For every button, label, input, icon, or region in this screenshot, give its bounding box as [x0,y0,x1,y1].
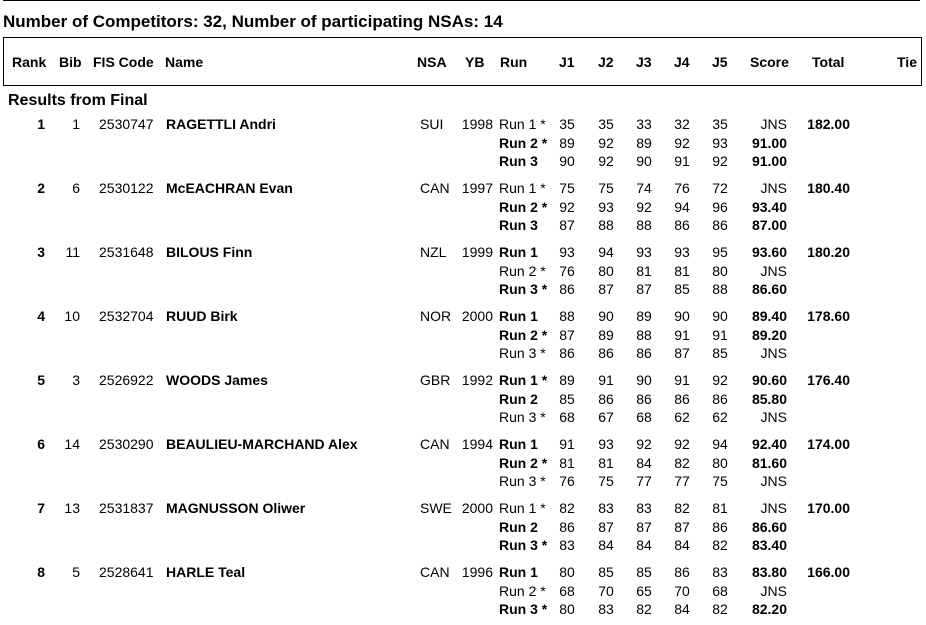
judge-score-j2: 91 [598,372,614,388]
run-score: 90.60 [751,372,787,388]
judge-score-j3: 33 [636,116,652,132]
judge-score-j3: 84 [636,537,652,553]
judge-score-j5: 86 [712,518,728,535]
athlete-name: BILOUS Finn [166,244,253,260]
judge-score-j4: 32 [674,116,690,132]
run-score: JNS [760,262,787,279]
judge-score-j1: 87 [559,217,575,233]
judge-score-j3: 92 [636,436,652,452]
total-cell: 176.40 [807,372,850,388]
run-label: Run 1 * [499,500,546,516]
judge-score-j4: 94 [674,198,690,215]
run-label: Run 1 * [499,372,548,388]
rank-cell: 1 [37,116,45,132]
judge-score-j2: 85 [598,564,614,580]
run-score: 82.20 [751,601,787,617]
judge-score-j5: 82 [712,601,728,617]
table-header [3,37,922,86]
rank-cell: 3 [37,244,45,260]
header-j1: J1 [559,54,575,70]
judge-score-j4: 90 [674,308,690,324]
judge-score-j5: 85 [712,345,728,361]
judge-score-j4: 82 [674,500,690,516]
judge-score-j5: 83 [712,564,728,580]
judge-score-j4: 91 [674,153,690,169]
run-score: JNS [760,473,787,489]
judge-score-j1: 92 [559,198,575,215]
judge-score-j3: 68 [636,409,652,425]
judge-score-j4: 87 [674,518,690,535]
judge-score-j3: 82 [636,601,652,617]
judge-score-j1: 83 [559,537,575,553]
run-score: 86.60 [751,281,787,297]
judge-score-j4: 92 [674,436,690,452]
run-score: 93.40 [751,198,787,215]
run-label: Run 3 [499,153,538,169]
judge-score-j3: 85 [636,564,652,580]
run-label: Run 3 * [499,537,548,553]
header-yb: YB [465,54,485,70]
judge-score-j5: 86 [712,390,728,407]
run-score: 85.80 [751,390,787,407]
run-score: 92.40 [751,436,787,452]
judge-score-j2: 93 [598,436,614,452]
run-label: Run 2 * [499,326,548,343]
run-score: 81.60 [751,454,787,471]
total-cell: 180.40 [807,180,850,196]
header-bib: Bib [59,54,82,70]
bib-cell: 5 [72,564,80,580]
athlete-name: RAGETTLI Andri [166,116,276,132]
judge-score-j4: 70 [674,582,690,599]
fis-code-cell: 2528641 [99,564,154,580]
run-score: 83.40 [751,537,787,553]
year-born-cell: 1997 [461,180,493,196]
fis-code-cell: 2531648 [99,244,154,260]
total-cell: 178.60 [807,308,850,324]
judge-score-j2: 81 [598,454,614,471]
judge-score-j5: 80 [712,454,728,471]
nsa-cell: SWE [420,500,452,516]
judge-score-j3: 86 [636,390,652,407]
run-label: Run 2 [499,518,538,535]
judge-score-j2: 93 [598,198,614,215]
judge-score-j3: 88 [636,217,652,233]
judge-score-j4: 84 [674,537,690,553]
judge-score-j4: 91 [674,326,690,343]
run-label: Run 3 * [499,281,548,297]
run-score: JNS [760,345,787,361]
run-label: Run 3 * [499,409,546,425]
judge-score-j3: 92 [636,198,652,215]
run-label: Run 3 * [499,601,548,617]
run-score: 89.40 [751,308,787,324]
judge-score-j1: 91 [559,436,575,452]
top-frame [3,0,920,1]
judge-score-j2: 83 [598,601,614,617]
header-j5: J5 [712,54,728,70]
header-tie: Tie [897,54,917,70]
header-j4: J4 [674,54,690,70]
total-cell: 170.00 [807,500,850,516]
judge-score-j1: 76 [559,262,575,279]
judge-score-j1: 68 [559,409,575,425]
nsa-cell: CAN [420,180,450,196]
run-label: Run 3 * [499,345,546,361]
judge-score-j3: 90 [636,153,652,169]
year-born-cell: 1992 [461,372,493,388]
judge-score-j4: 91 [674,372,690,388]
judge-score-j2: 88 [598,217,614,233]
judge-score-j5: 80 [712,262,728,279]
rank-cell: 8 [37,564,45,580]
rank-cell: 7 [37,500,45,516]
bib-cell: 3 [72,372,80,388]
nsa-cell: GBR [420,372,451,388]
total-cell: 182.00 [807,116,850,132]
judge-score-j1: 76 [559,473,575,489]
run-label: Run 2 * [499,262,546,279]
header-total: Total [812,54,845,70]
total-cell: 174.00 [807,436,850,452]
judge-score-j4: 84 [674,601,690,617]
judge-score-j1: 88 [559,308,575,324]
bib-cell: 13 [64,500,80,516]
judge-score-j4: 93 [674,244,690,260]
judge-score-j2: 84 [598,537,614,553]
year-born-cell: 1999 [461,244,493,260]
judge-score-j2: 87 [598,281,614,297]
judge-score-j2: 80 [598,262,614,279]
nsa-cell: NZL [420,244,447,260]
fis-code-cell: 2530122 [99,180,154,196]
run-score: JNS [760,409,787,425]
judge-score-j5: 68 [712,582,728,599]
run-score: 83.80 [751,564,787,580]
year-born-cell: 1994 [461,436,493,452]
judge-score-j4: 87 [674,345,690,361]
judge-score-j5: 72 [712,180,728,196]
judge-score-j5: 86 [712,217,728,233]
run-label: Run 1 [499,244,538,260]
rank-cell: 5 [37,372,45,388]
athlete-name: WOODS James [166,372,268,388]
run-label: Run 3 * [499,473,546,489]
judge-score-j2: 94 [598,244,614,260]
run-label: Run 2 * [499,198,548,215]
judge-score-j3: 65 [636,582,652,599]
bib-cell: 6 [72,180,80,196]
run-score: JNS [760,116,787,132]
judge-score-j4: 86 [674,564,690,580]
judge-score-j1: 75 [559,180,575,196]
run-label: Run 3 [499,217,538,233]
header-j3: J3 [636,54,652,70]
judge-score-j5: 94 [712,436,728,452]
judge-score-j3: 88 [636,326,652,343]
run-label: Run 1 [499,564,538,580]
judge-score-j3: 87 [636,281,652,297]
athlete-name: MAGNUSSON Oliwer [166,500,306,516]
judge-score-j1: 35 [559,116,575,132]
run-label: Run 2 [499,390,538,407]
run-score: 87.00 [751,217,787,233]
run-score: 93.60 [751,244,787,260]
competitor-summary: Number of Competitors: 32, Number of participating NSAs: 14 [3,12,503,31]
total-cell: 166.00 [807,564,850,580]
run-score: 86.60 [751,518,787,535]
judge-score-j2: 87 [598,518,614,535]
judge-score-j4: 86 [674,217,690,233]
fis-code-cell: 2530290 [99,436,154,452]
judge-score-j5: 88 [712,281,728,297]
judge-score-j1: 90 [559,153,575,169]
run-label: Run 2 * [499,454,548,471]
run-score: JNS [760,582,787,599]
header-fis-code: FIS Code [93,54,154,70]
nsa-cell: SUI [420,116,444,132]
judge-score-j1: 68 [559,582,575,599]
judge-score-j5: 93 [712,134,728,151]
judge-score-j2: 75 [598,473,614,489]
year-born-cell: 1996 [461,564,493,580]
run-label: Run 1 [499,308,538,324]
judge-score-j4: 86 [674,390,690,407]
judge-score-j3: 89 [636,308,652,324]
fis-code-cell: 2530747 [99,116,154,132]
judge-score-j5: 82 [712,537,728,553]
judge-score-j5: 35 [712,116,728,132]
fis-code-cell: 2526922 [99,372,154,388]
judge-score-j3: 81 [636,262,652,279]
judge-score-j5: 81 [712,500,728,516]
judge-score-j3: 86 [636,345,652,361]
run-label: Run 1 * [499,180,546,196]
run-label: Run 2 * [499,582,546,599]
judge-score-j4: 77 [674,473,690,489]
judge-score-j4: 81 [674,262,690,279]
judge-score-j3: 83 [636,500,652,516]
judge-score-j1: 82 [559,500,575,516]
run-score: 89.20 [751,326,787,343]
judge-score-j2: 92 [598,134,614,151]
judge-score-j4: 62 [674,409,690,425]
run-label: Run 1 * [499,116,546,132]
fis-code-cell: 2532704 [99,308,154,324]
judge-score-j1: 86 [559,345,575,361]
judge-score-j2: 70 [598,582,614,599]
nsa-cell: NOR [420,308,452,324]
judge-score-j5: 62 [712,409,728,425]
total-cell: 180.20 [807,244,850,260]
judge-score-j2: 89 [598,326,614,343]
judge-score-j5: 95 [712,244,728,260]
rank-cell: 4 [37,308,45,324]
judge-score-j3: 93 [636,244,652,260]
header-rank: Rank [12,54,47,70]
header-run: Run [500,54,528,70]
header-nsa: NSA [417,54,447,70]
athlete-name: McEACHRAN Evan [166,180,293,196]
judge-score-j3: 84 [636,454,652,471]
judge-score-j2: 67 [598,409,614,425]
athlete-name: HARLE Teal [166,564,246,580]
rank-cell: 6 [37,436,45,452]
judge-score-j4: 76 [674,180,690,196]
run-score: 91.00 [751,153,787,169]
judge-score-j3: 87 [636,518,652,535]
nsa-cell: CAN [420,436,450,452]
judge-score-j1: 86 [559,518,575,535]
judge-score-j2: 35 [598,116,614,132]
judge-score-j1: 93 [559,244,575,260]
run-score: JNS [760,500,787,516]
judge-score-j5: 75 [712,473,728,489]
judge-score-j3: 90 [636,372,652,388]
judge-score-j1: 85 [559,390,575,407]
header-name: Name [165,54,204,70]
judge-score-j3: 77 [636,473,652,489]
year-born-cell: 2000 [461,500,493,516]
judge-score-j1: 89 [559,134,575,151]
judge-score-j5: 92 [712,372,728,388]
run-label: Run 2 * [499,134,548,151]
year-born-cell: 2000 [461,308,493,324]
athlete-name: BEAULIEU-MARCHAND Alex [166,436,358,452]
judge-score-j1: 89 [559,372,575,388]
judge-score-j2: 90 [598,308,614,324]
run-score: JNS [760,180,787,196]
judge-score-j3: 74 [636,180,652,196]
judge-score-j5: 96 [712,198,728,215]
run-label: Run 1 [499,436,538,452]
judge-score-j5: 90 [712,308,728,324]
judge-score-j2: 86 [598,390,614,407]
judge-score-j1: 86 [559,281,575,297]
judge-score-j2: 75 [598,180,614,196]
rank-cell: 2 [37,180,45,196]
judge-score-j4: 92 [674,134,690,151]
header-score: Score [750,54,789,70]
judge-score-j1: 80 [559,564,575,580]
judge-score-j2: 86 [598,345,614,361]
judge-score-j5: 92 [712,153,728,169]
bib-cell: 11 [65,244,80,260]
judge-score-j4: 82 [674,454,690,471]
judge-score-j3: 89 [636,134,652,151]
judge-score-j5: 91 [712,326,728,343]
judge-score-j1: 81 [559,454,575,471]
fis-code-cell: 2531837 [99,500,154,516]
section-title: Results from Final [8,92,148,109]
judge-score-j2: 83 [598,500,614,516]
bib-cell: 10 [64,308,80,324]
judge-score-j4: 85 [674,281,690,297]
judge-score-j1: 80 [559,601,575,617]
run-score: 91.00 [751,134,787,151]
bib-cell: 14 [64,436,80,452]
judge-score-j2: 92 [598,153,614,169]
year-born-cell: 1998 [461,116,493,132]
bib-cell: 1 [72,116,80,132]
nsa-cell: CAN [420,564,450,580]
judge-score-j1: 87 [559,326,575,343]
header-j2: J2 [598,54,614,70]
athlete-name: RUUD Birk [166,308,238,324]
